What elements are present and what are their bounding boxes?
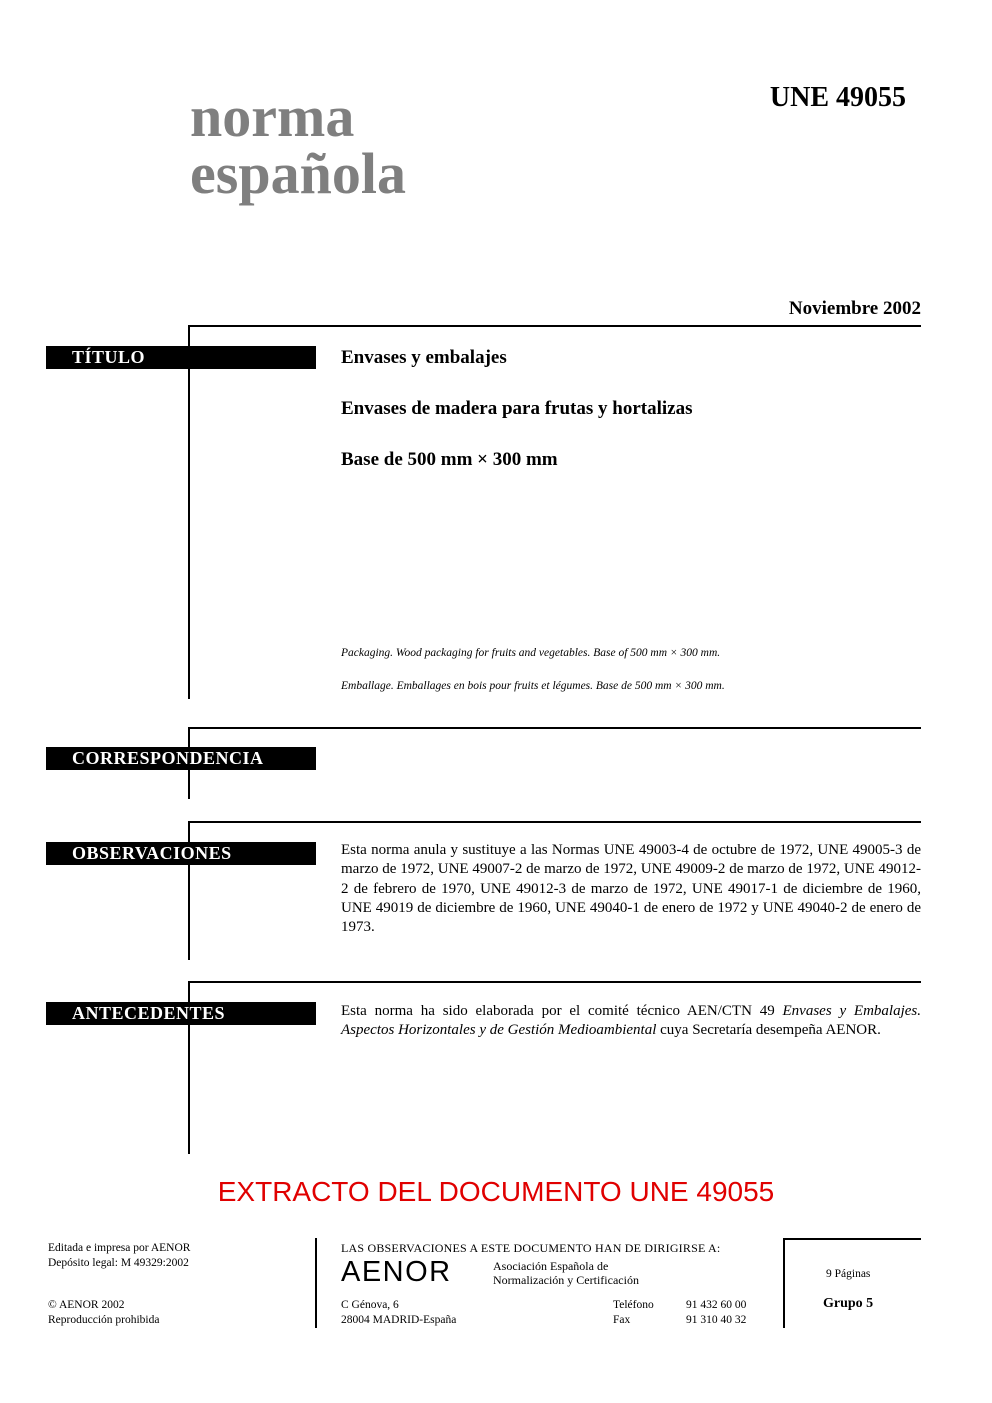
footer-divider-right	[783, 1238, 785, 1328]
footer-fax-label: Fax	[613, 1314, 631, 1326]
title-line-3: Base de 500 mm × 300 mm	[341, 449, 558, 470]
footer-copyright: © AENOR 2002	[48, 1299, 125, 1311]
footer-phone-label: Teléfono	[613, 1299, 654, 1311]
section-vline-titulo	[188, 325, 190, 699]
label-observaciones: OBSERVACIONES	[46, 842, 316, 865]
footer-observations-heading: LAS OBSERVACIONES A ESTE DOCUMENTO HAN DE DIRIGIRSE A:	[341, 1241, 721, 1255]
antecedentes-text-end: cuya Secretaría desempeña AENOR.	[656, 1022, 881, 1039]
section-divider-antecedentes	[188, 981, 921, 983]
antecedentes-text-start: Esta norma ha sido elaborada por el comité técnico AEN/CTN 49	[341, 1003, 783, 1019]
aenor-name-line2: Normalización y Certificación	[493, 1273, 639, 1287]
aenor-name-line1: Asociación Española de	[493, 1259, 609, 1273]
observaciones-text: Esta norma anula y sustituye a las Normas UNE 49003-4 de octubre de 1972, UNE 49005-3 de marzo de 1972, UNE 49007-2 de marzo de 1972, UNE 49009-2 de marzo de 1972, UNE 49012-2 de febrero de 1970, UNE 49012-3 de marzo de 1972, UNE 49017-1 de diciembre de 1960, UNE 49019 de diciembre de 1960, UNE 49040-1 de enero de 1972 y UNE 49040-2 de enero de 1973.	[341, 842, 921, 936]
footer-phone: 91 432 60 00	[686, 1299, 747, 1311]
label-titulo: TÍTULO	[46, 346, 316, 369]
label-antecedentes: ANTECEDENTES	[46, 1002, 316, 1025]
label-correspondencia: CORRESPONDENCIA	[46, 747, 316, 770]
title-line-2: Envases de madera para frutas y hortalizas	[341, 398, 693, 419]
footer-fax: 91 310 40 32	[686, 1314, 747, 1326]
extract-watermark: EXTRACTO DEL DOCUMENTO UNE 49055	[217, 1176, 775, 1207]
section-divider-correspondencia	[188, 727, 921, 729]
footer-deposit: Depósito legal: M 49329:2002	[48, 1257, 189, 1269]
section-divider-observaciones	[188, 821, 921, 823]
aenor-logo: AENOR	[341, 1256, 452, 1288]
antecedentes-text	[341, 1002, 921, 1041]
footer-divider-left	[315, 1238, 317, 1328]
footer-pages: 9 Páginas	[826, 1268, 871, 1280]
footer-edited: Editada e impresa por AENOR	[48, 1242, 191, 1254]
footer-reproduction: Reproducción prohibida	[48, 1314, 160, 1326]
title-french: Emballage. Emballages en bois pour fruits et légumes. Base de 500 mm × 300 mm.	[341, 680, 725, 692]
section-divider-titulo	[188, 325, 921, 327]
antecedentes-committee-name: Envases y Embalajes. Aspectos Horizontales y de Gestión Medioambiental	[341, 1003, 922, 1039]
brand-espanola: española	[190, 141, 406, 206]
footer-group: Grupo 5	[823, 1296, 874, 1311]
title-english: Packaging. Wood packaging for fruits and vegetables. Base of 500 mm × 300 mm.	[341, 647, 721, 659]
footer-box-top	[783, 1238, 921, 1240]
publication-date: Noviembre 2002	[788, 298, 921, 319]
footer-address-line2: 28004 MADRID-España	[341, 1314, 457, 1326]
brand-norma: norma	[190, 84, 355, 149]
title-line-1: Envases y embalajes	[341, 347, 507, 368]
footer-address-line1: C Génova, 6	[341, 1299, 399, 1311]
standard-code: UNE 49055	[769, 82, 906, 113]
